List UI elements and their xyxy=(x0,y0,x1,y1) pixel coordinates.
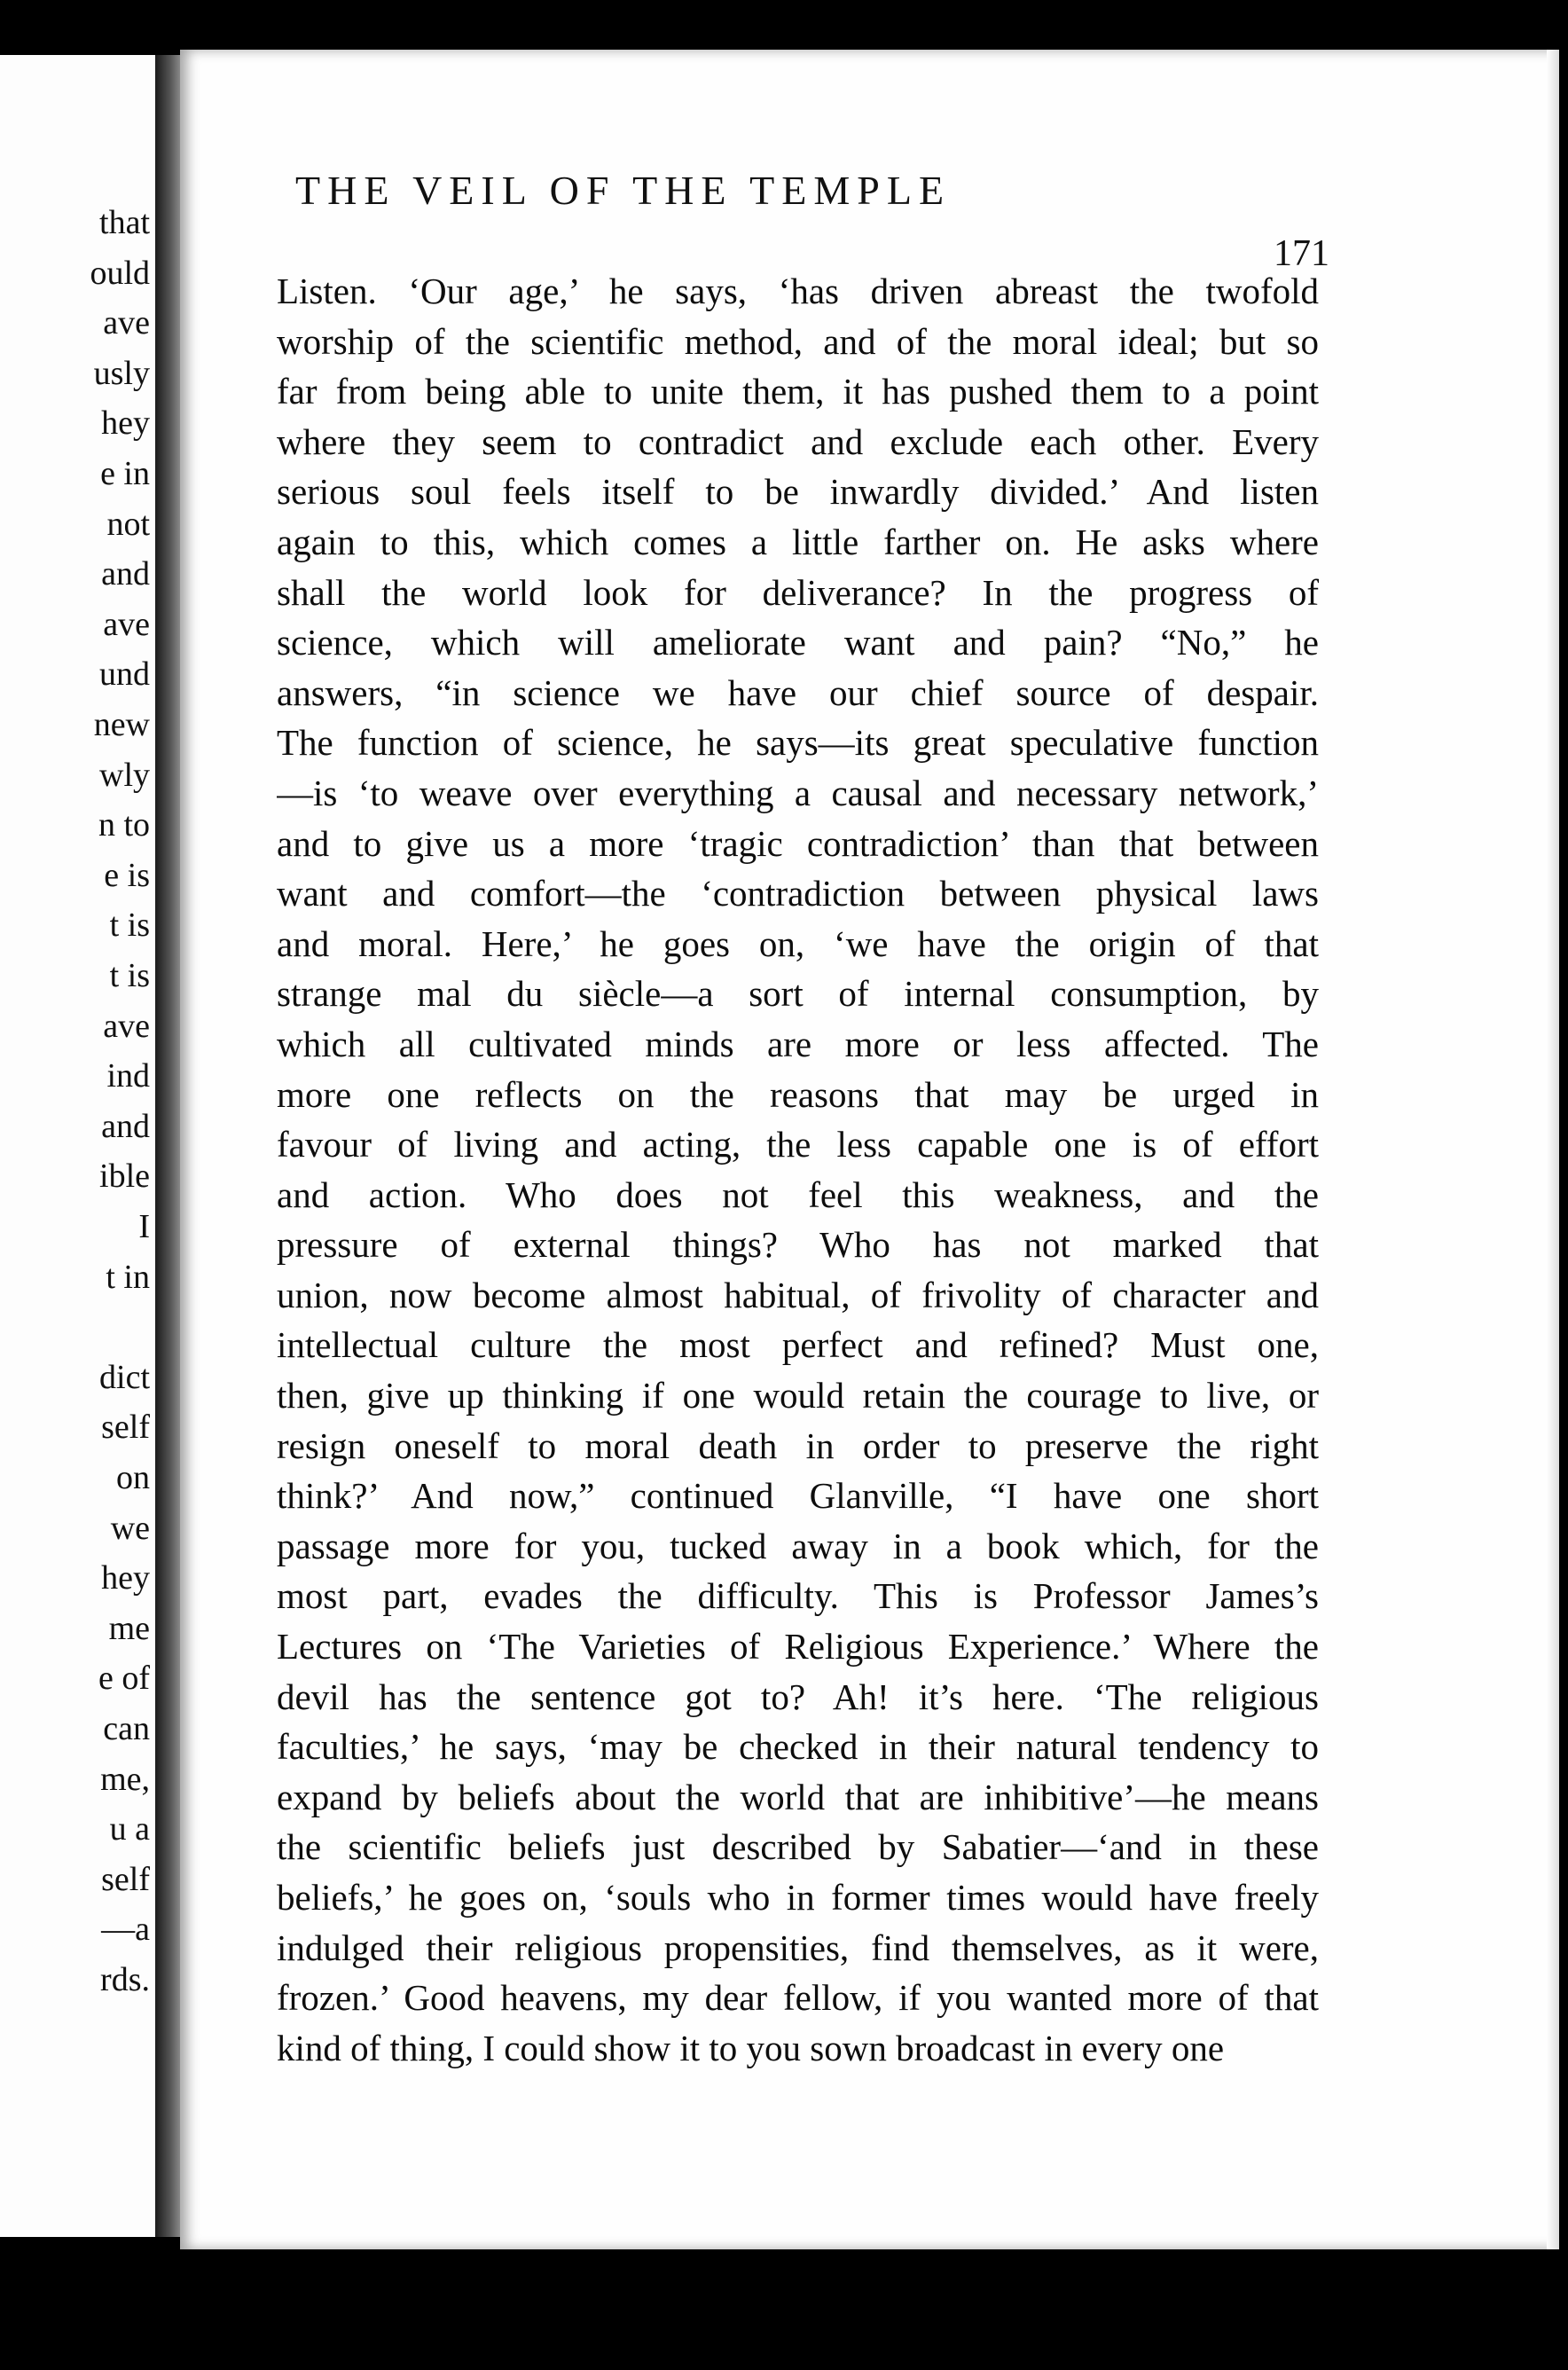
previous-page-text xyxy=(0,55,155,2237)
previous-page-line: rds. xyxy=(100,1961,150,1998)
text-line: worship of the scientific method, and of the moral ideal; but so xyxy=(277,320,1319,362)
text-line: serious soul feels itself to be inwardly divided.’ And listen xyxy=(277,471,1319,513)
text-line: expand by beliefs about the world that are inhibitive’—he means xyxy=(277,1776,1319,1817)
page-edge xyxy=(1547,50,1559,2249)
previous-page-line: e is xyxy=(104,856,150,894)
previous-page-line: ind xyxy=(106,1057,150,1095)
previous-page-line: —a xyxy=(101,1911,150,1949)
previous-page-line: t is xyxy=(109,957,150,994)
text-line: want and comfort—the ‘contradiction between physical laws xyxy=(277,873,1319,914)
text-line: Lectures on ‘The Varieties of Religious Experience.’ Where the xyxy=(277,1626,1319,1668)
previous-page-line: on xyxy=(116,1459,150,1496)
text-line: and to give us a more ‘tragic contradiction’ than that between xyxy=(277,822,1319,864)
previous-page-line: e in xyxy=(100,455,150,492)
previous-page-line: we xyxy=(110,1509,150,1547)
previous-page-line: n to xyxy=(98,806,150,844)
text-line: then, give up thinking if one would retain the courage to live, or xyxy=(277,1375,1319,1417)
page-number: 171 xyxy=(1274,233,1329,274)
text-line: intellectual culture the most perfect and refined? Must one, xyxy=(277,1324,1319,1366)
previous-page-line: ave xyxy=(103,304,150,342)
text-line: indulged their religious propensities, find themselves, as it were, xyxy=(277,1927,1319,1968)
previous-page-line: that xyxy=(99,204,150,241)
text-line: and moral. Here,’ he goes on, ‘we have the origin of that xyxy=(277,922,1319,964)
previous-page-line: self xyxy=(101,1409,150,1447)
previous-page-line: and xyxy=(101,1107,150,1145)
text-line: —is ‘to weave over everything a causal and necessary network,’ xyxy=(277,772,1319,813)
text-line: favour of living and acting, the less capable one is of effort xyxy=(277,1124,1319,1165)
previous-page-line: can xyxy=(103,1710,150,1747)
text-line: strange mal du siècle—a sort of internal consumption, by xyxy=(277,973,1319,1015)
previous-page-line: new xyxy=(93,706,150,743)
text-line: pressure of external things? Who has not marked that xyxy=(277,1224,1319,1266)
previous-page-line: ave xyxy=(103,605,150,643)
text-line: kind of thing, I could show it to you sown broadcast in every one xyxy=(277,2027,1225,2068)
previous-page-line: hey xyxy=(101,404,150,443)
text-line: shall the world look for deliverance? In the progress of xyxy=(277,571,1319,613)
previous-page-line: wly xyxy=(99,756,150,794)
text-line: the scientific beliefs just described by Sabatier—‘and in these xyxy=(277,1826,1319,1868)
previous-page-line: t is xyxy=(109,906,150,945)
text-line: resign oneself to moral death in order to preserve the right xyxy=(277,1424,1319,1466)
text-line: faculties,’ he says, ‘may be checked in their natural tendency to xyxy=(277,1726,1319,1768)
text-line: answers, “in science we have our chief source of despair. xyxy=(277,671,1319,713)
text-line: Listen. ‘Our age,’ he says, ‘has driven abreast the twofold xyxy=(277,271,1319,311)
previous-page-line: not xyxy=(106,505,150,543)
text-line: passage more for you, tucked away in a book which, for the xyxy=(277,1525,1319,1566)
previous-page-line: me xyxy=(108,1609,150,1647)
previous-page-line: self xyxy=(101,1860,150,1898)
previous-page-line: dict xyxy=(99,1358,150,1396)
previous-page-line: me, xyxy=(100,1760,150,1798)
text-line: science, which will ameliorate want and pain? “No,” he xyxy=(277,622,1319,663)
text-line: think?’ And now,” continued Glanville, “I have one short xyxy=(277,1475,1319,1517)
book-gutter xyxy=(155,55,180,2237)
previous-page-line: e of xyxy=(98,1660,150,1698)
previous-page-line: t in xyxy=(106,1258,150,1296)
previous-page-line: ave xyxy=(103,1007,150,1045)
previous-page-line: u a xyxy=(109,1810,150,1848)
text-line: where they seem to contradict and exclude each other. Every xyxy=(277,420,1319,462)
previous-page-line: ible xyxy=(99,1158,150,1196)
previous-page-line: hey xyxy=(101,1559,150,1597)
previous-page-line: I xyxy=(138,1208,150,1245)
text-line: far from being able to unite them, it has pushed them to a point xyxy=(277,371,1319,412)
text-line: which all cultivated minds are more or less affected. The xyxy=(277,1023,1319,1064)
text-line: again to this, which comes a little farther on. He asks where xyxy=(277,521,1319,562)
previous-page-line: usly xyxy=(93,354,150,392)
text-line: and action. Who does not feel this weakness, and the xyxy=(277,1173,1319,1215)
text-line: devil has the sentence got to? Ah! it’s here. ‘The religious xyxy=(277,1675,1319,1717)
previous-page-line: ould xyxy=(90,254,150,292)
running-head: THE VEIL OF THE TEMPLE xyxy=(295,168,952,213)
text-line: frozen.’ Good heavens, my dear fellow, if you wanted more of that xyxy=(277,1977,1319,2019)
previous-page xyxy=(0,55,155,2237)
text-line: union, now become almost habitual, of frivolity of character and xyxy=(277,1274,1319,1315)
text-line: The function of science, he says—its great speculative function xyxy=(277,722,1319,764)
previous-page-line: und xyxy=(99,655,150,694)
body-text xyxy=(277,266,1319,2073)
previous-page-line: and xyxy=(101,555,150,593)
text-line: beliefs,’ he goes on, ‘souls who in former times would have freely xyxy=(277,1877,1319,1918)
text-line: more one reflects on the reasons that may be urged in xyxy=(277,1073,1319,1115)
text-line: most part, evades the difficulty. This is Professor James’s xyxy=(277,1575,1319,1617)
